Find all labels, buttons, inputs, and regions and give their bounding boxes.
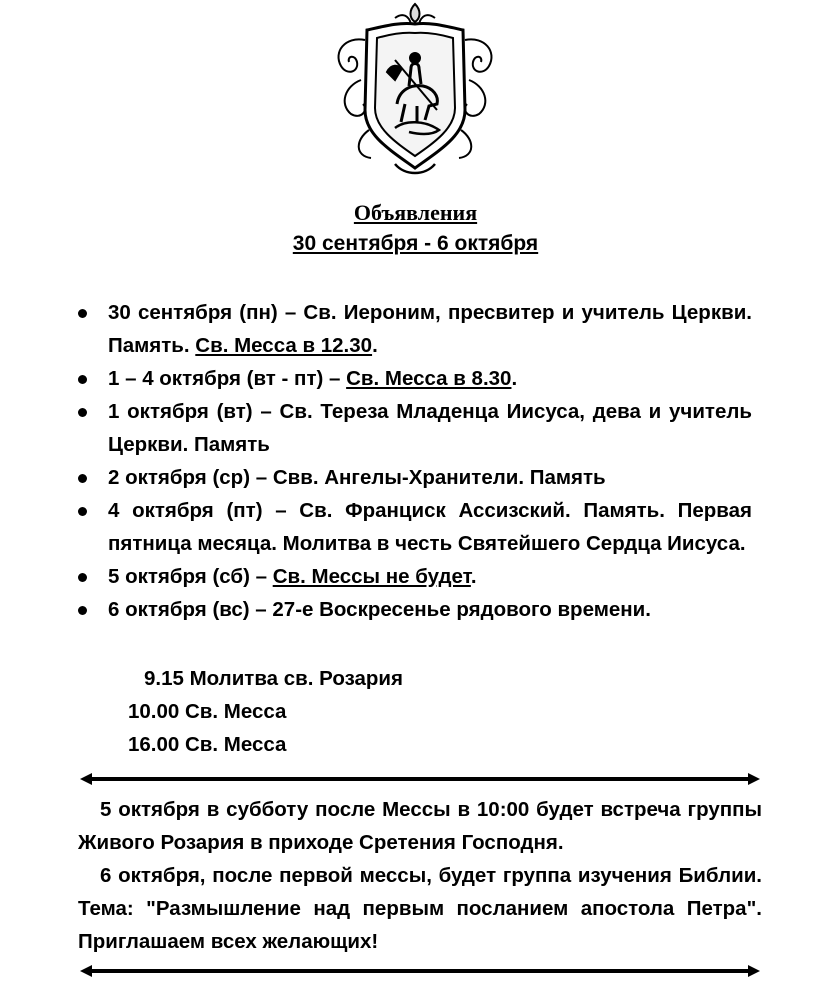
schedule-mass-2: 16.00 Св. Месса	[128, 733, 287, 756]
bullet-icon	[78, 309, 87, 318]
list-item: 30 сентября (пн) – Св. Иероним, пресвитер и учитель Церкви. Память. Св. Месса в 12.30.	[78, 296, 752, 362]
page-title: Объявления	[353, 200, 478, 225]
bullet-icon	[78, 408, 87, 417]
list-item: 2 октября (ср) – Свв. Ангелы-Хранители. Память	[78, 461, 752, 494]
divider-arrow-icon	[80, 964, 760, 978]
schedule-mass-1: 10.00 Св. Месса	[128, 700, 287, 723]
list-item: 5 октября (сб) – Св. Мессы не будет.	[78, 560, 752, 593]
bullet-icon	[78, 507, 87, 516]
list-item: 1 октября (вт) – Св. Тереза Младенца Иисуса, дева и учитель Церкви. Память	[78, 395, 752, 461]
bullet-icon	[78, 474, 87, 483]
divider-arrow-icon	[80, 772, 760, 786]
mass-time-link: Св. Месса в 12.30	[195, 334, 373, 357]
no-mass-note: Св. Мессы не будет	[272, 565, 471, 588]
notice-rosary: 5 октября в субботу после Мессы в 10:00 будет встреча группы Живого Розария в приходе Сретения Господня.	[78, 798, 762, 854]
date-range-subtitle: 30 сентября - 6 октября	[292, 232, 539, 255]
notices	[78, 793, 762, 958]
coat-of-arms-icon	[325, 0, 505, 182]
list-item: 6 октября (вс) – 27-е Воскресенье рядового времени.	[78, 593, 752, 626]
list-item: 4 октября (пт) – Св. Франциск Ассизский. Память. Первая пятница месяца. Молитва в честь Святейшего Сердца Иисуса.	[78, 494, 752, 560]
bullet-icon	[78, 375, 87, 384]
bullet-icon	[78, 606, 87, 615]
schedule-rosary: 9.15 Молитва св. Розария	[144, 667, 403, 690]
announcement-list	[78, 296, 752, 626]
mass-time-link: Св. Месса в 8.30	[346, 367, 512, 390]
notice-bible: 6 октября, после первой мессы, будет группа изучения Библии. Тема: "Размышление над первым посланием апостола Петра". Приглашаем всех желающих!	[78, 864, 762, 953]
list-item: 1 – 4 октября (вт - пт) – Св. Месса в 8.30.	[78, 362, 752, 395]
bullet-icon	[78, 573, 87, 582]
